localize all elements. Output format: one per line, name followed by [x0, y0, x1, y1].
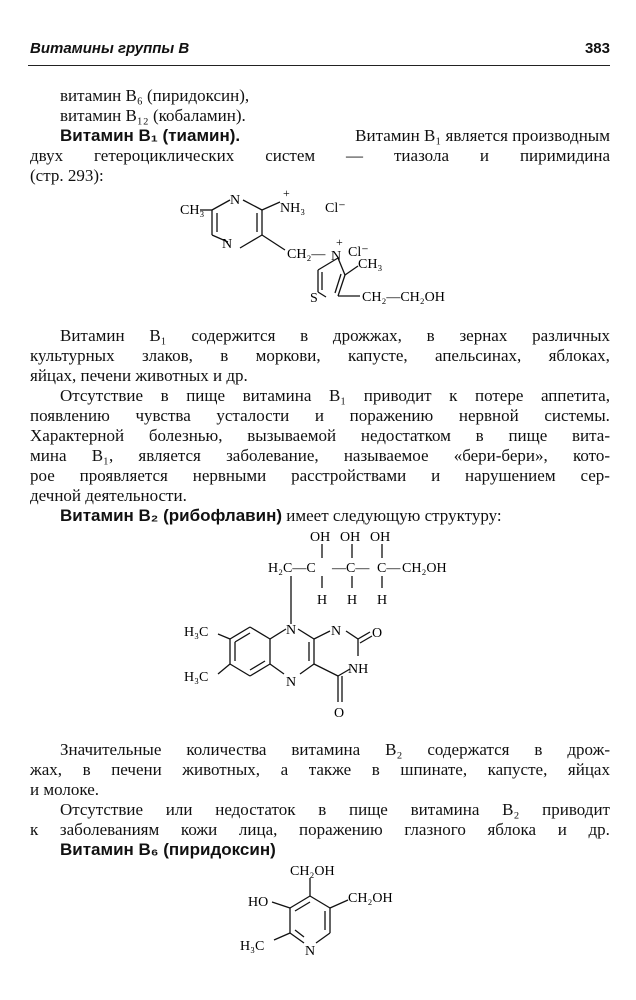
h3c-label: H₃C	[184, 625, 209, 640]
h-label: H	[317, 593, 328, 608]
n-label: N	[286, 623, 297, 638]
b1-para-line: культурных злаков, в моркови, капусте, апельсинах, яблоках,	[30, 346, 610, 365]
c-label: C—	[377, 561, 401, 576]
b1-intro-line: Витамин B₁ (тиамин). Витамин B₁ является производным	[60, 126, 610, 145]
b1-para-line: мина B₁, является заболевание, называемое «бери-бери», кото-	[30, 446, 610, 465]
b2-para-line: Значительные количества витамина B₂ содержатся в дрож-	[60, 740, 610, 759]
cl-label: Cl⁻	[348, 245, 369, 260]
o-label: O	[334, 706, 345, 721]
page-number: 383	[584, 40, 610, 57]
b6-heading-line	[30, 840, 610, 860]
o-label: O	[372, 626, 383, 641]
oh-label: OH	[340, 530, 361, 545]
oh-label: OH	[310, 530, 331, 545]
b1-para-line: Витамин B₁ содержится в дрожжах, в зернах различных	[60, 326, 610, 345]
h2c-label: H₂C—C	[268, 561, 316, 576]
b2-heading: Витамин B₂ (рибофлавин)	[60, 506, 282, 525]
ch2oh-label: CH₂OH	[348, 891, 393, 906]
riboflavin-structure	[170, 524, 470, 724]
plus-label: +	[283, 190, 290, 200]
header-title: Витамины группы B	[30, 40, 190, 57]
thiamine-structure	[160, 190, 500, 315]
intro-block	[30, 86, 610, 186]
b1-intro-line: двух гетероциклических систем — тиазола и пиримидина	[30, 146, 610, 165]
b2-intro-line: Витамин B₂ (рибофлавин) имеет следующую структуру:	[60, 506, 502, 525]
oh-label: OH	[370, 530, 391, 545]
n-plus-label: N	[331, 249, 342, 264]
b2-para-line: Отсутствие или недостаток в пище витамина B₂ приводит	[60, 800, 610, 819]
b1-text	[30, 326, 610, 526]
s-label: S	[310, 291, 318, 306]
side-chain-label: CH₂—CH₂OH	[362, 290, 445, 305]
b1-heading: Витамин B₁ (тиамин).	[60, 126, 241, 145]
b1-para-line: появлению чувства усталости и поражению нервной системы.	[30, 406, 610, 425]
b1-intro-line: (стр. 293):	[30, 166, 104, 185]
intro-line: витамин B₁₂ (кобаламин).	[60, 106, 246, 125]
ch2oh-label: CH₂OH	[402, 561, 447, 576]
b2-para-line: жах, в печени животных, а также в шпинате, капусте, яйцах	[30, 760, 610, 779]
ch3-label: CH₃	[358, 257, 383, 272]
intro-line: витамин B₆ (пиридоксин),	[60, 86, 250, 105]
h3c-label: H₃C	[184, 670, 209, 685]
b1-para-line: Характерной болезнью, вызываемой недостатком в пище вита-	[30, 426, 610, 445]
h-label: H	[347, 593, 358, 608]
b6-heading: Витамин B₆ (пиридоксин)	[60, 840, 276, 859]
n-label: N	[305, 944, 316, 959]
b1-para-line: яйцах, печени животных и др.	[30, 366, 248, 385]
b2-text	[30, 740, 610, 860]
plus-label: +	[336, 235, 343, 249]
n-label: N	[286, 675, 297, 690]
h3c-label: H₃C	[240, 939, 265, 954]
cl-label: Cl⁻	[325, 201, 346, 216]
header-rule	[28, 65, 610, 66]
ch3-label: CH₃	[180, 203, 205, 218]
h-label: H	[377, 593, 388, 608]
running-header	[30, 38, 610, 62]
ch2oh-label: CH₂OH	[290, 864, 335, 879]
n-label: N	[230, 193, 241, 208]
b1-para-line: рое проявляется нервными расстройствами и нарушением сер-	[30, 466, 610, 485]
b2-para-line: к заболеваниям кожи лица, поражению глазного яблока и др.	[30, 820, 610, 839]
b2-para-line: и молоке.	[30, 780, 99, 799]
pyridoxine-structure	[230, 858, 430, 968]
b1-para-line: Отсутствие в пище витамина B₁ приводит к потере аппетита,	[60, 386, 610, 405]
nh-label: NH	[348, 662, 369, 677]
nh3-label: NH₃	[280, 201, 306, 216]
b1-para-line: дечной деятельности.	[30, 486, 187, 505]
ho-label: HO	[248, 895, 269, 910]
c-label: —C—	[332, 561, 370, 576]
ch2-label: CH₂—	[287, 247, 326, 262]
n-label: N	[222, 237, 233, 252]
n-label: N	[331, 624, 342, 639]
